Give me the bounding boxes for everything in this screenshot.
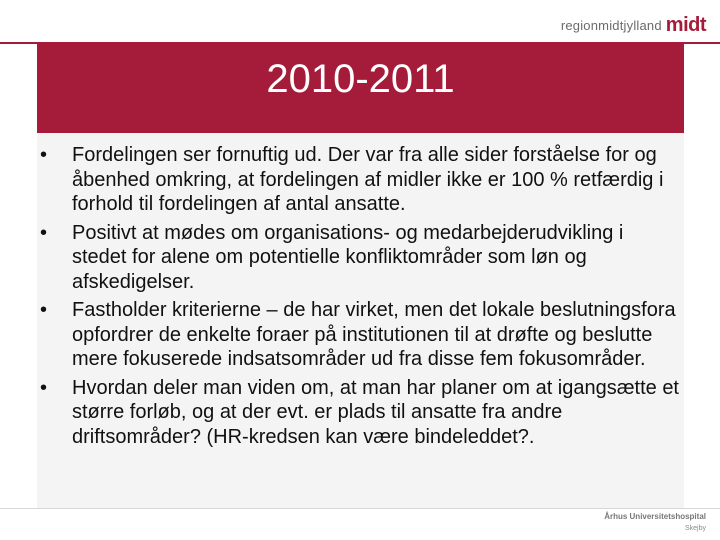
bullet-item <box>40 143 680 217</box>
bullet-marker: • <box>40 144 48 166</box>
bullet-item <box>40 376 680 450</box>
bullet-item <box>40 221 680 295</box>
bullet-list <box>40 143 680 453</box>
bullet-text: Hvordan deler man viden om, at man har planer om at igangsætte et større forløb, og at der evt. er plads til ansatte fra andre driftsområder? (HR-kredsen kan være bindeleddet?. <box>72 376 679 448</box>
bullet-marker: • <box>40 221 48 244</box>
bullet-text: Fordelingen ser fornuftig ud. Der var fra alle sider forståelse for og åbenhed omkring, at fordelingen af midler ikke er 100 % retfærdig i forhold til fordelingen af antal ansatte. <box>72 144 664 215</box>
bullet-marker: • <box>40 299 48 321</box>
header-bar <box>0 0 720 44</box>
bullet-text: Fastholder kriterierne – de har virket, men det lokale beslutningsfora opfordrer de enkelte foraer på institutionen til at drøfte og beslutte mere fokuserede indsatsområder ud fra disse fem fokusområder. <box>72 299 676 370</box>
bullet-text: Positivt at mødes om organisations- og medarbejderudvikling i stedet for alene om potentielle konfliktområder som løn og afskedigelser. <box>72 221 624 293</box>
footer-organization: Århus Universitetshospital <box>604 512 706 521</box>
bullet-marker: • <box>40 376 48 399</box>
footer-subtitle: Skejby <box>684 525 706 532</box>
title-band <box>37 44 684 133</box>
logo-text: regionmidtjylland <box>560 18 662 33</box>
region-logo <box>561 14 706 34</box>
footer-divider <box>0 508 720 509</box>
slide-title: 2010-2011 <box>266 57 455 101</box>
bullet-item <box>40 298 680 372</box>
logo-mark: midt <box>665 14 706 36</box>
